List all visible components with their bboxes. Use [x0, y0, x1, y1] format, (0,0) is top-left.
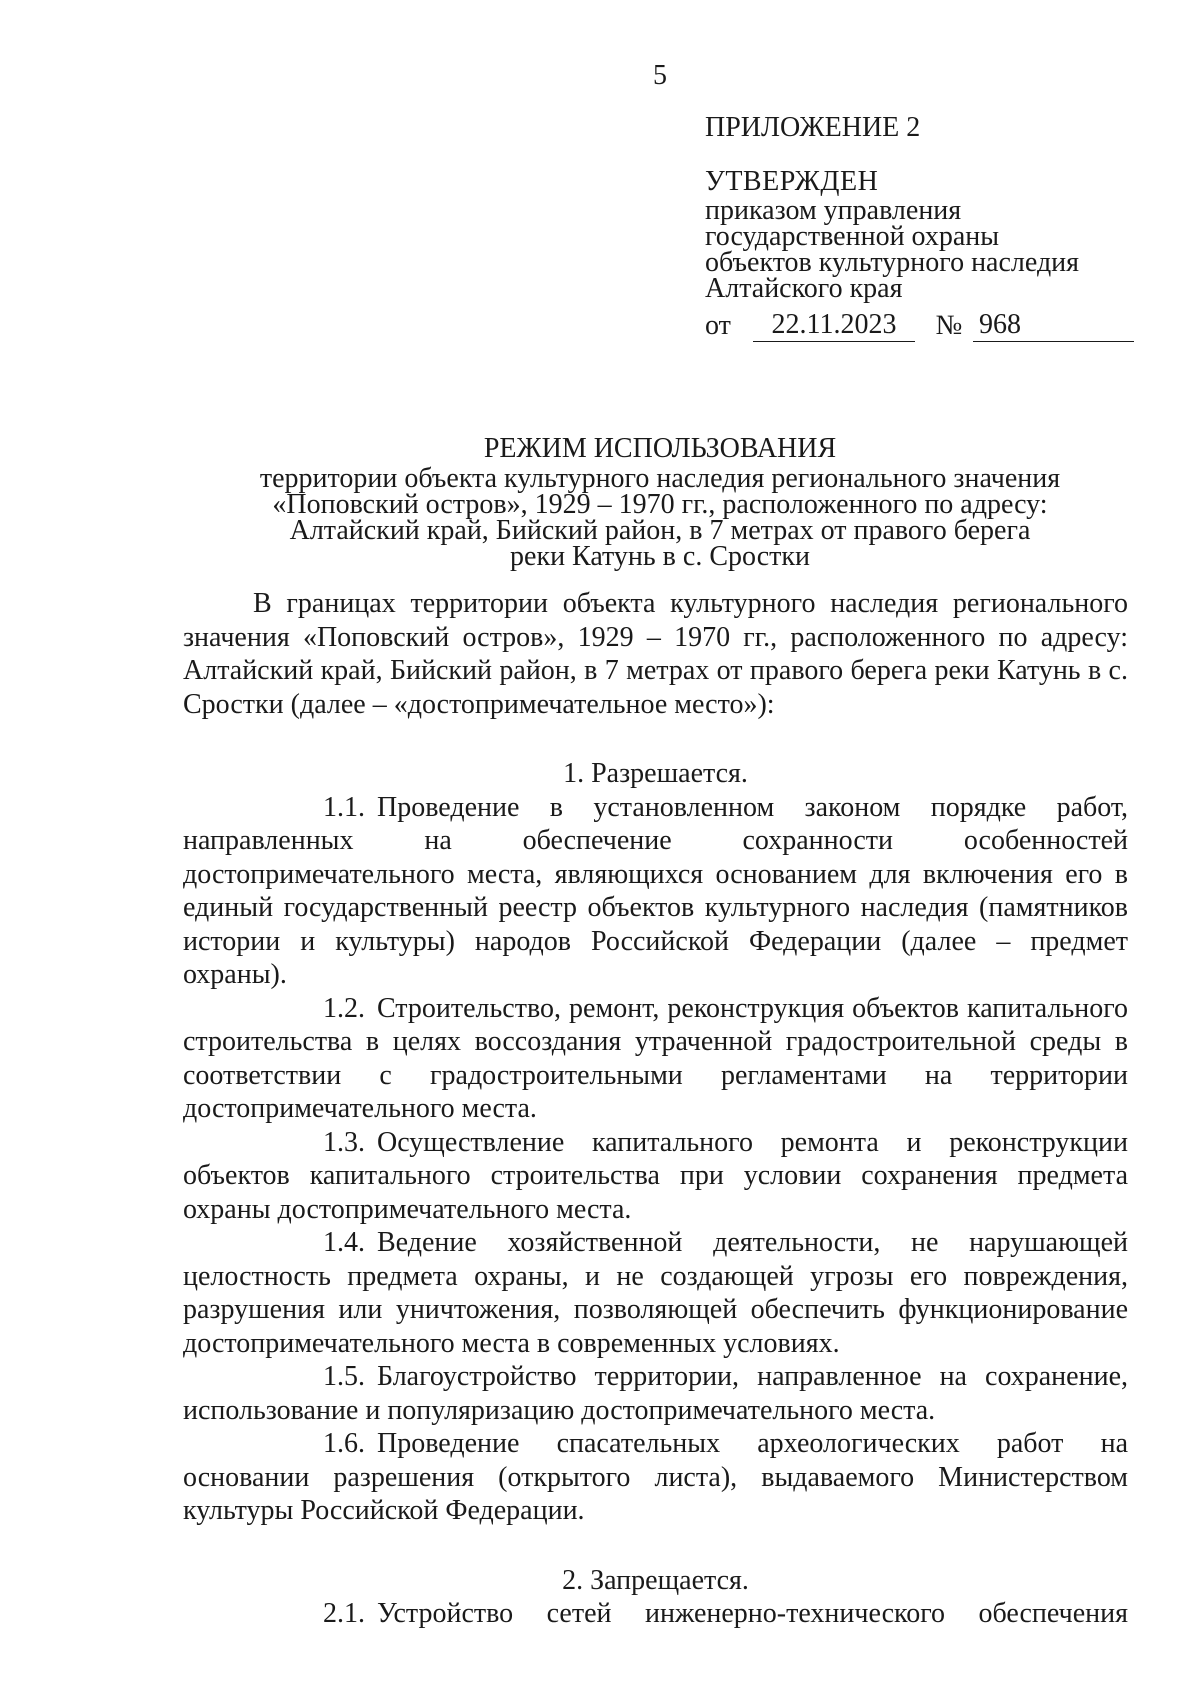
- order-number: 968: [973, 309, 1134, 342]
- order-date-row: [705, 306, 1155, 342]
- clause-paragraph: [183, 1226, 1128, 1360]
- approval-line: государственной охраны: [705, 221, 1000, 252]
- clause-paragraph: [183, 1597, 1128, 1631]
- approval-line: приказом управления: [705, 195, 962, 226]
- clause-text: Осуществление капитального ремонта и реконструкции объектов капитального строительства при условии сохранения предмета охраны достопримечательного места.: [183, 1126, 1128, 1225]
- clause-paragraph: [183, 1427, 1128, 1528]
- heading-line: Алтайский край, Бийский район, в 7 метрах от правого берега: [289, 515, 1031, 546]
- clause-text: Устройство сетей инженерно-технического обеспечения: [377, 1598, 1128, 1629]
- clause-number: 1.2.: [323, 992, 365, 1024]
- clause-text: Строительство, ремонт, реконструкция объектов капитального строительства в целях воссоздания утраченной градостроительной среды в соответствии с градостроительными регламентами на территории достопримечательного места.: [183, 992, 1128, 1124]
- clause-text: Проведение в установленном законом порядке работ, направленных на обеспечение сохранности особенностей достопримечательного места, являющихся основанием для включения его в единый государственный реестр объектов культурного наследия (памятников истории и культуры) народов Российской Федерации (далее – предмет охраны).: [183, 791, 1128, 990]
- clause-paragraph: [183, 791, 1128, 992]
- heading-title: РЕЖИМ ИСПОЛЬЗОВАНИЯ: [483, 433, 837, 464]
- appendix-title: ПРИЛОЖЕНИЕ 2: [705, 112, 921, 143]
- document-heading: [180, 432, 1140, 570]
- intro-paragraph: В границах территории объекта культурного наследия регионального значения «Поповский остров», 1929 – 1970 гг., расположенного по адресу: Алтайский край, Бийский район, в 7 метрах от правого берега реки Катунь в с. Сростки (далее – «достопримечательное место»):: [183, 588, 1128, 720]
- approved-label: УТВЕРЖДЕН: [705, 166, 879, 197]
- clause-number: 1.1.: [323, 791, 365, 823]
- clause-text: Благоустройство территории, направленное на сохранение, использование и популяризацию достопримечательного места.: [183, 1361, 1128, 1426]
- heading-line: «Поповский остров», 1929 – 1970 гг., расположенного по адресу:: [272, 489, 1048, 520]
- clause-number: 1.4.: [323, 1227, 365, 1258]
- section-title-prohibited: 2. Запрещается.: [562, 1564, 749, 1596]
- order-date: 22.11.2023: [753, 309, 915, 342]
- heading-line: территории объекта культурного наследия регионального значения: [259, 463, 1061, 494]
- clause-text: Проведение спасательных археологических работ на основании разрешения (открытого листа), выдаваемого Министерством культуры Российской Федерации.: [183, 1428, 1128, 1526]
- document-body: [183, 587, 1128, 1631]
- clause-paragraph: [183, 1126, 1128, 1227]
- clause-paragraph: [183, 1360, 1128, 1427]
- clause-number: 1.3.: [323, 1126, 365, 1158]
- clause-number: 1.6.: [323, 1428, 365, 1459]
- page-number: 5: [653, 60, 667, 91]
- approval-line: объектов культурного наследия: [705, 247, 1080, 278]
- clause-number: 2.1.: [323, 1598, 365, 1629]
- section-title-allowed: 1. Разрешается.: [563, 758, 748, 789]
- number-sign: №: [935, 310, 963, 341]
- heading-line: реки Катунь в с. Сростки: [510, 541, 810, 572]
- clause-paragraph: [183, 992, 1128, 1126]
- appendix-block: [705, 112, 1155, 342]
- approval-line: Алтайского края: [705, 273, 903, 304]
- from-label: от: [705, 310, 731, 341]
- clause-text: Ведение хозяйственной деятельности, не нарушающей целостность предмета охраны, и не создающей угрозы его повреждения, разрушения или уничтожения, позволяющей обеспечить функционирование достопримечательного места в современных условиях.: [183, 1227, 1128, 1359]
- clause-number: 1.5.: [323, 1361, 365, 1392]
